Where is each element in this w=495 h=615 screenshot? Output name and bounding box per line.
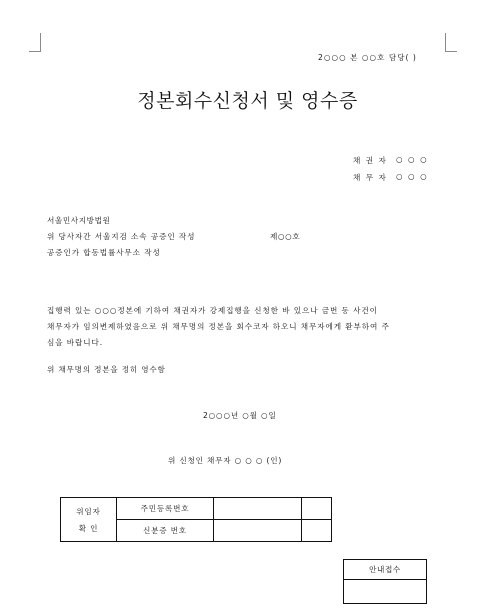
- notice-receipt-box: [343, 559, 427, 604]
- notary-number: 제○○호: [270, 232, 301, 241]
- resident-number-extra[interactable]: [302, 498, 332, 520]
- id-number-value[interactable]: [214, 520, 302, 542]
- reference-number-line: 2○○○ 본 ○○호 담당( ): [318, 53, 417, 62]
- verification-table: [60, 497, 332, 542]
- receipt-statement: 위 채무명의 정본을 정히 영수함: [47, 365, 166, 374]
- body-paragraph-line-2: 채무자가 임의변제하였음으로 위 채무명의 정본을 회수코자 하오니 채무자에게 환부하여 주: [47, 322, 390, 331]
- crop-mark-top-right-horizontal: [445, 51, 457, 52]
- id-number-label: 신분증 번호: [117, 520, 214, 542]
- debtor-name: ○ ○ ○: [396, 172, 429, 181]
- creditor-name: ○ ○ ○: [396, 155, 429, 164]
- notary-line: 위 당사자간 서울지검 소속 공증인 작성: [47, 232, 196, 241]
- verification-label: 확 인: [78, 523, 99, 533]
- court-name: 서울민사지방법원: [47, 216, 111, 225]
- date-line: 2○○○년 ○월 ○일: [203, 411, 277, 420]
- body-paragraph-line-1: 집행력 있는 ○○○정본에 기하여 채권자가 강제집행을 신청한 바 있으나 금번 동 사건이: [47, 306, 378, 315]
- delegator-verification-cell: [61, 498, 117, 542]
- law-office-line: 공증인가 합동법률사무소 작성: [47, 248, 161, 257]
- id-number-extra[interactable]: [302, 520, 332, 542]
- notice-receipt-content[interactable]: [344, 580, 426, 604]
- document-title: 정본회수신청서 및 영수증: [137, 90, 358, 112]
- debtor-label: 채 무 자: [353, 173, 388, 182]
- crop-mark-top-right-vertical: [445, 33, 446, 51]
- notice-receipt-title: 안내접수: [344, 560, 426, 580]
- delegator-label: 위임자: [76, 506, 101, 516]
- body-paragraph-line-3: 심을 바랍니다.: [47, 338, 104, 347]
- crop-mark-top-left-horizontal: [29, 51, 41, 52]
- crop-mark-top-left-vertical: [40, 33, 41, 51]
- table-row: [61, 498, 332, 520]
- applicant-signature: 위 신청인 채무자 ○ ○ ○ (인): [168, 456, 283, 465]
- creditor-label: 채 권 자: [353, 156, 388, 165]
- resident-number-value[interactable]: [214, 498, 302, 520]
- resident-number-label: 주민등록번호: [117, 498, 214, 520]
